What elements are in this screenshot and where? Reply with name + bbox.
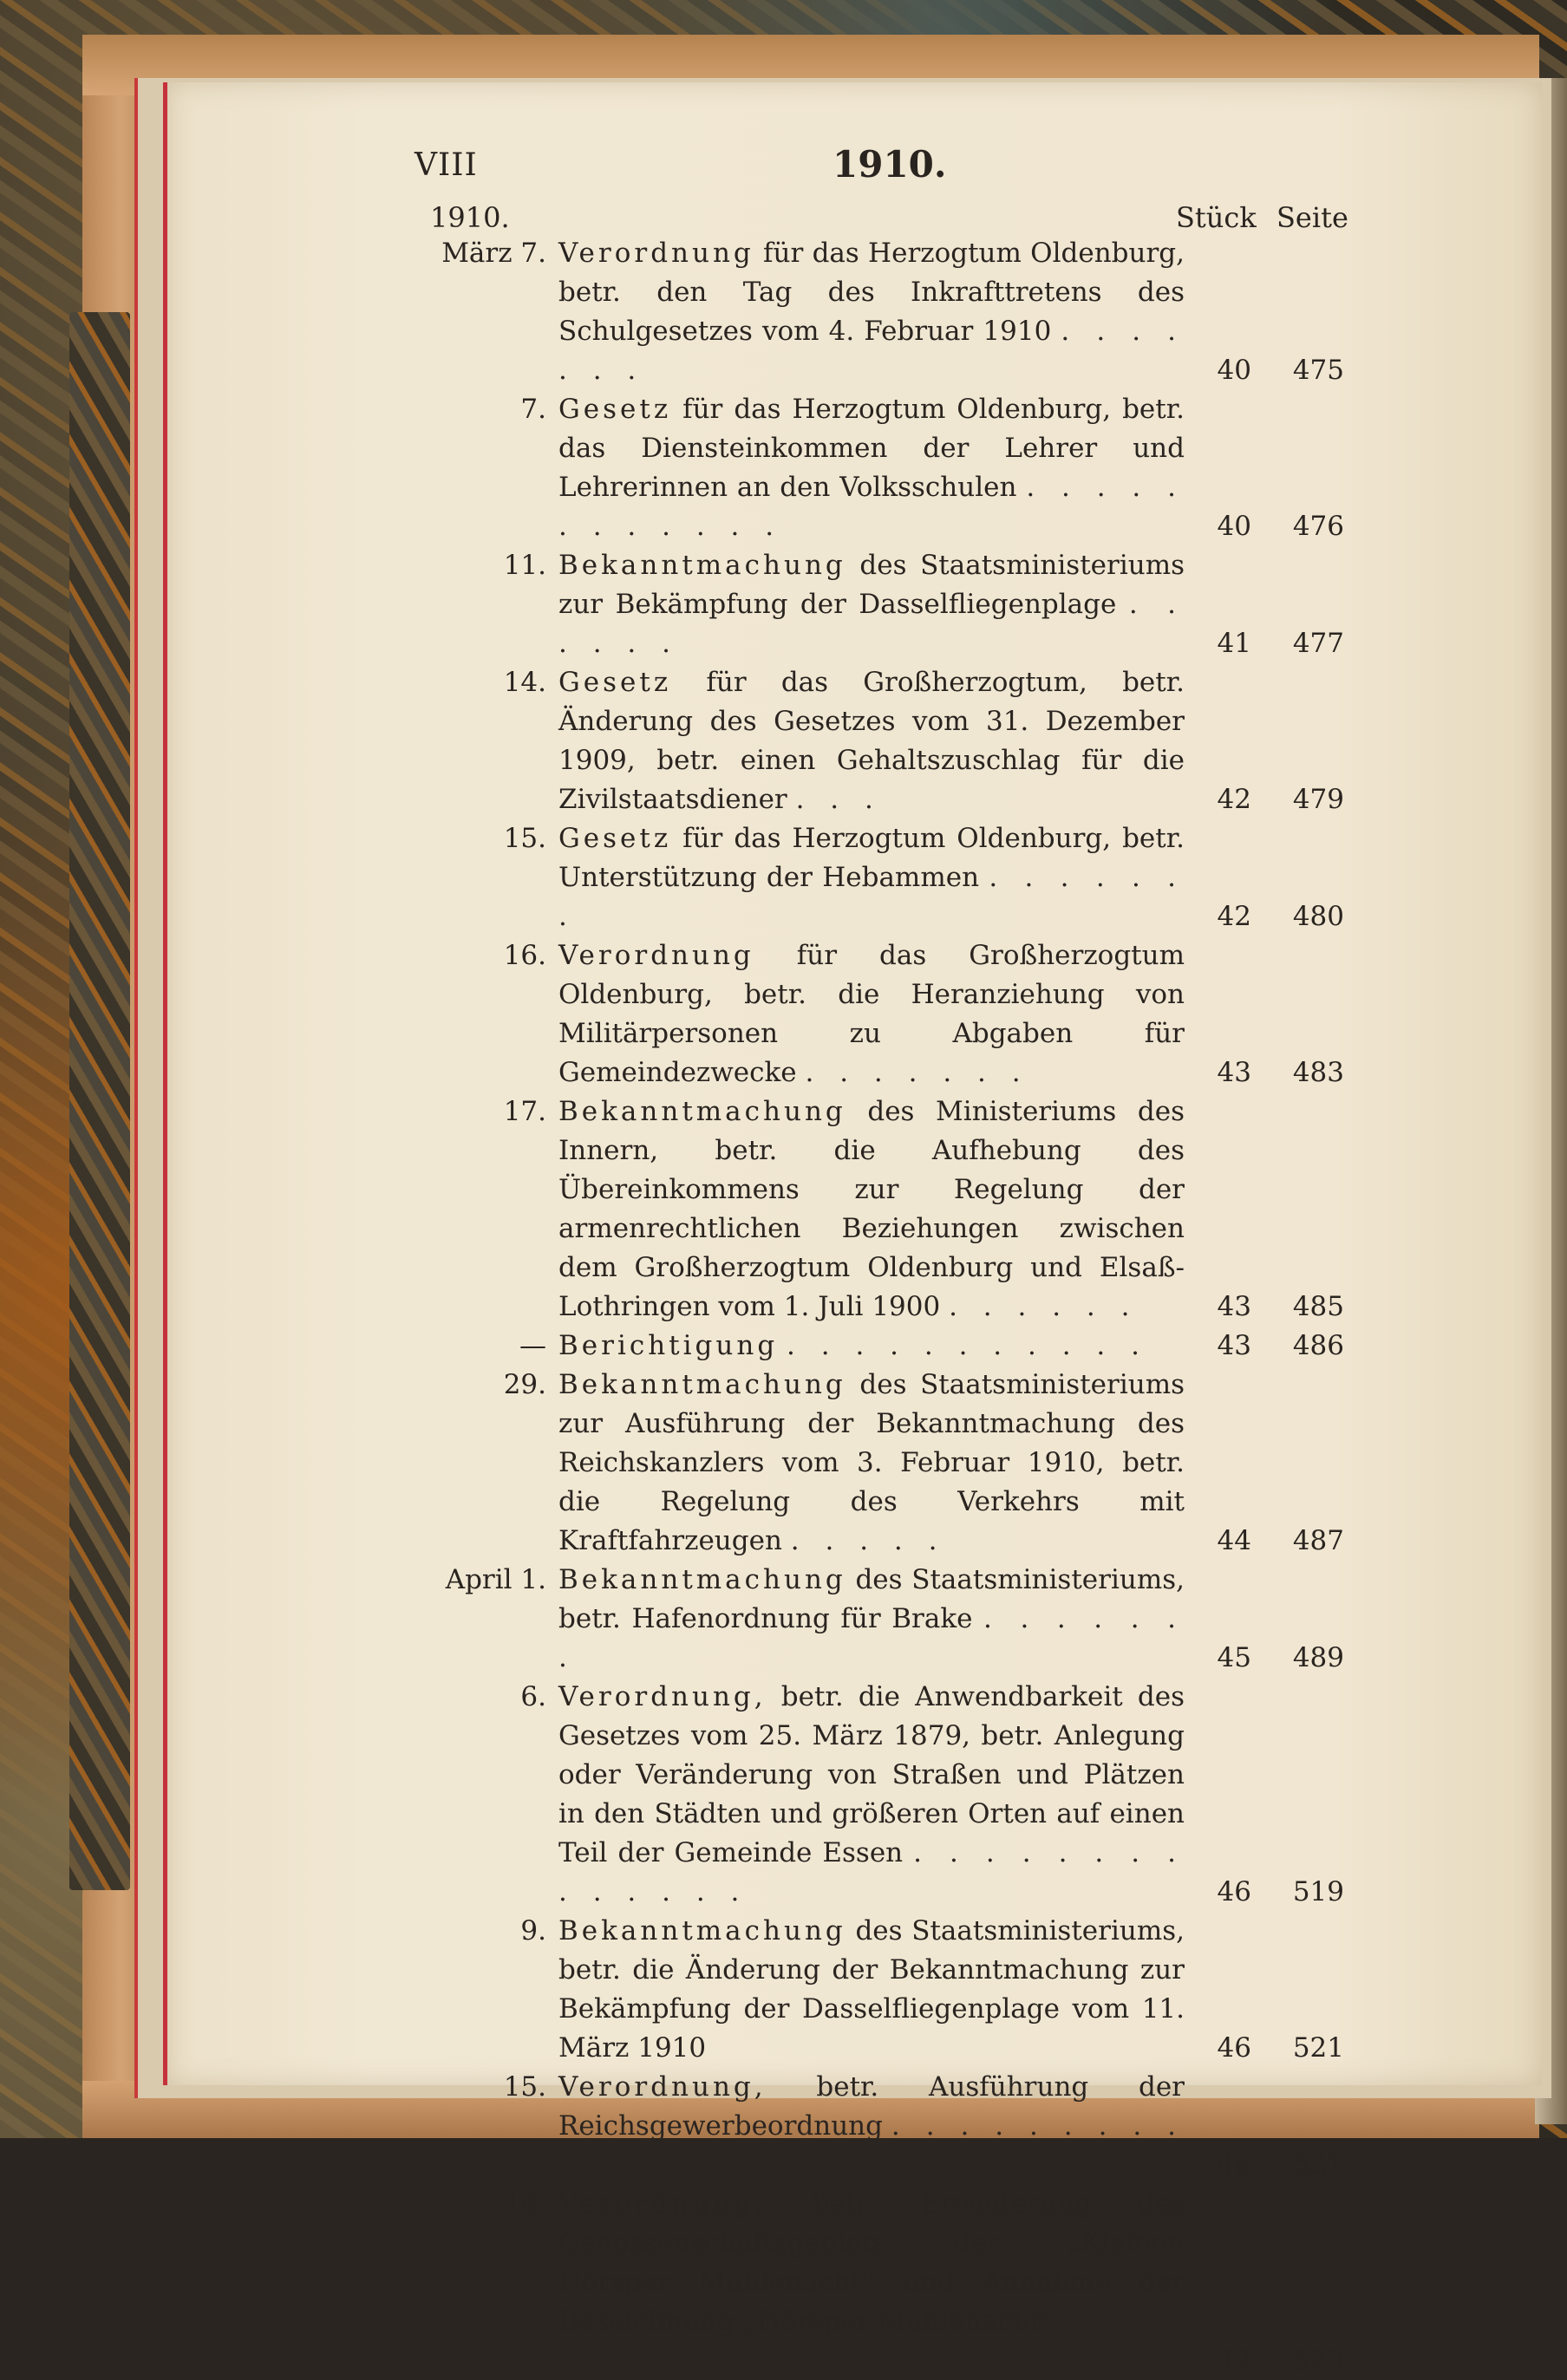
entry-title: Bekanntmachung — [558, 1369, 846, 1400]
entry-stueck: 46 — [1217, 1876, 1251, 1907]
entry-text — [558, 2068, 1185, 2185]
entry-title: Verordnung, — [558, 1681, 767, 1712]
entry-text — [558, 936, 1185, 1092]
list-item — [415, 234, 1377, 390]
entry-text — [558, 1327, 1185, 1366]
entry-seite: 485 — [1292, 1291, 1344, 1322]
entry-stueck: 40 — [1217, 355, 1251, 386]
list-item — [415, 1561, 1377, 1678]
entry-leader-dots: . . . . . . . — [805, 1057, 1029, 1088]
entry-leader-dots: . . . . . — [790, 1525, 946, 1556]
entry-leader-dots: . . . . . . . . . . . — [787, 1330, 1148, 1361]
entry-body: für das Herzogtum Oldenburg, betr. das Diensteinkommen der Lehrer und Lehrerinnen an den Volksschulen — [558, 394, 1185, 503]
entry-seite: 486 — [1292, 1330, 1344, 1361]
list-item — [415, 936, 1377, 1092]
entry-title: Verordnung, — [558, 2188, 767, 2220]
entry-stueck: 43 — [1217, 1330, 1251, 1361]
entry-leader-dots: . . . — [795, 784, 882, 815]
entry-leader-dots: . . . . . . . . . . . . . . — [558, 1837, 1185, 1907]
page-title: 1910. — [832, 143, 947, 186]
entry-body: für das Großherzogtum Oldenburg, betr. die Heranziehung von Militärpersonen zu Abgaben für Gemeindezwecke — [558, 940, 1185, 1088]
entry-text — [558, 1366, 1185, 1561]
entry-date: März 7. — [441, 238, 546, 269]
entry-leader-dots: . . . . . . . . . . . . — [558, 472, 1185, 542]
entry-stueck: 43 — [1217, 1291, 1251, 1322]
entry-seite: 479 — [1292, 784, 1344, 815]
entry-body: betr. die Anwendbarkeit des Gesetzes vom 25. März 1879, betr. Anlegung oder Veränderung von Straßen und Plätzen in den Städten und größeren Orten auf einen Teil der Gemeinde Essen — [558, 1681, 1185, 1868]
entry-body: des Staatsministeriums zur Bekämpfung der Dasselfliegenplage — [558, 550, 1185, 620]
entry-leader-dots: . . . . . . . — [558, 862, 1185, 932]
column-seite-label: Seite — [1276, 201, 1348, 234]
entry-title: Bekanntmachung — [558, 550, 846, 581]
entry-date: 11. — [503, 550, 546, 581]
entry-title: Gesetz — [558, 394, 672, 425]
entry-date: 6. — [520, 1681, 546, 1712]
entry-date: — — [519, 1330, 546, 1361]
entry-text — [558, 663, 1185, 819]
entry-leader-dots: . . . . . . — [558, 589, 1185, 659]
entry-text — [558, 1912, 1185, 2068]
list-item — [415, 390, 1377, 546]
entry-stueck: 47 — [1217, 2344, 1251, 2376]
entry-seite: 483 — [1292, 1057, 1344, 1088]
list-item — [415, 1366, 1377, 1561]
entry-stueck: 43 — [1217, 1057, 1251, 1088]
entry-date: 17. — [503, 1096, 546, 1127]
page-number: VIII — [415, 147, 478, 183]
list-item — [415, 1678, 1377, 1912]
entry-text — [558, 390, 1185, 546]
entry-stueck: 40 — [1217, 511, 1251, 542]
entry-title: Verordnung, — [558, 2071, 767, 2103]
entry-seite: 475 — [1292, 355, 1344, 386]
entry-seite: 476 — [1292, 511, 1344, 542]
entry-seite: 519 — [1292, 1876, 1344, 1907]
entry-title: Gesetz — [558, 823, 672, 854]
entry-text — [558, 234, 1185, 390]
entry-date: 16. — [503, 940, 546, 971]
entry-title: Bekanntmachung — [558, 1915, 846, 1946]
entry-date: 15. — [503, 2071, 546, 2103]
entry-body: für das Herzogtum Oldenburg, betr. Unterstützung der Hebammen — [558, 823, 1185, 893]
list-item — [415, 1327, 1377, 1366]
entry-seite: 477 — [1292, 628, 1344, 659]
entry-date: 18. — [503, 2188, 546, 2220]
entry-date: 15. — [503, 823, 546, 854]
entry-text — [558, 1092, 1185, 1327]
marbled-board-edge — [69, 312, 130, 1890]
list-item — [415, 546, 1377, 663]
entry-title: Verordnung — [558, 238, 754, 269]
list-item — [415, 819, 1377, 936]
entry-stueck: 42 — [1217, 901, 1251, 932]
entry-date: 14. — [503, 667, 546, 698]
entry-text — [558, 819, 1185, 936]
entry-stueck: 46 — [1217, 2149, 1251, 2181]
entry-leader-dots: . . . . . . . . . . . — [558, 2110, 1185, 2181]
entry-seite: 521 — [1292, 2032, 1344, 2064]
entry-seite: 480 — [1292, 901, 1344, 932]
entry-body: betr. Ausführung der Reichsgewerbeordnung — [558, 2071, 1185, 2142]
list-item — [415, 2185, 1377, 2380]
list-item — [415, 2068, 1377, 2185]
entry-title: Bekanntmachung — [558, 1564, 846, 1595]
entry-text — [558, 1561, 1185, 1678]
entry-date: 9. — [520, 1915, 546, 1946]
entry-body: betr. Erweiterung des Genossenschaftsgebiets der „Kleinen Hörsper Mühlenacht“ und Annahme der Bezeichnung „Hörsper Mühlenacht“ — [558, 2188, 1185, 2337]
entry-stueck: 44 — [1217, 1525, 1251, 1556]
entry-body: des Ministeriums des Innern, betr. die Aufhebung des Übereinkommens zur Regelung der armenrechtlichen Beziehungen zwischen dem Großherzogtum Oldenburg und Elsaß-Lothringen vom 1. Juli 1900 — [558, 1096, 1185, 1322]
entry-stueck: 41 — [1217, 628, 1251, 659]
entry-list — [415, 234, 1377, 2380]
entry-title: Gesetz — [558, 667, 672, 698]
column-stueck-label: Stück — [1176, 201, 1257, 234]
entry-leader-dots: . . . . . . . — [558, 1603, 1185, 1673]
entry-body: des Staatsministeriums, betr. Hafenordnung für Brake — [558, 1564, 1185, 1634]
list-item — [415, 663, 1377, 819]
entry-leader-dots: . . . . . . . — [558, 316, 1185, 386]
entry-seite: 523 — [1292, 2344, 1344, 2376]
entry-text — [558, 1678, 1185, 1912]
entry-stueck: 45 — [1217, 1642, 1251, 1673]
column-year-label: 1910. — [430, 201, 510, 234]
entry-leader-dots: . . . . . . — [949, 1291, 1139, 1322]
entry-title: Berichtigung — [558, 1330, 779, 1361]
entry-seite: 487 — [1292, 1525, 1344, 1556]
entry-text — [558, 546, 1185, 663]
entry-title: Bekanntmachung — [558, 1096, 846, 1127]
entry-title: Verordnung — [558, 940, 754, 971]
list-item — [415, 1092, 1377, 1327]
entry-stueck: 42 — [1217, 784, 1251, 815]
list-item — [415, 1912, 1377, 2068]
entry-body: des Staatsministeriums, betr. die Änderung der Bekanntmachung zur Bekämpfung der Dasselfliegenplage vom 11. März 1910 — [558, 1915, 1185, 2064]
entry-body: für das Herzogtum Oldenburg, betr. den Tag des Inkrafttretens des Schulgesetzes vom 4. Februar 1910 — [558, 238, 1185, 347]
entry-date: April 1. — [445, 1564, 546, 1595]
entry-seite: 489 — [1292, 1642, 1344, 1673]
entry-body: für das Großherzogtum, betr. Änderung des Gesetzes vom 31. Dezember 1909, betr. einen Gehaltszuschlag für die Zivilstaatsdiener — [558, 667, 1185, 815]
entry-date: 7. — [520, 394, 546, 425]
entry-stueck: 46 — [1217, 2032, 1251, 2064]
entry-body: des Staatsministeriums zur Ausführung der Bekanntmachung des Reichskanzlers vom 3. Februar 1910, betr. die Regelung des Verkehrs mit Kraftfahrzeugen — [558, 1369, 1185, 1556]
entry-date: 29. — [503, 1369, 546, 1400]
entry-text — [558, 2185, 1185, 2380]
entry-seite: 521 — [1292, 2149, 1344, 2181]
entry-leader-dots: . . . . . . . . . . . . . . — [558, 2305, 1185, 2376]
